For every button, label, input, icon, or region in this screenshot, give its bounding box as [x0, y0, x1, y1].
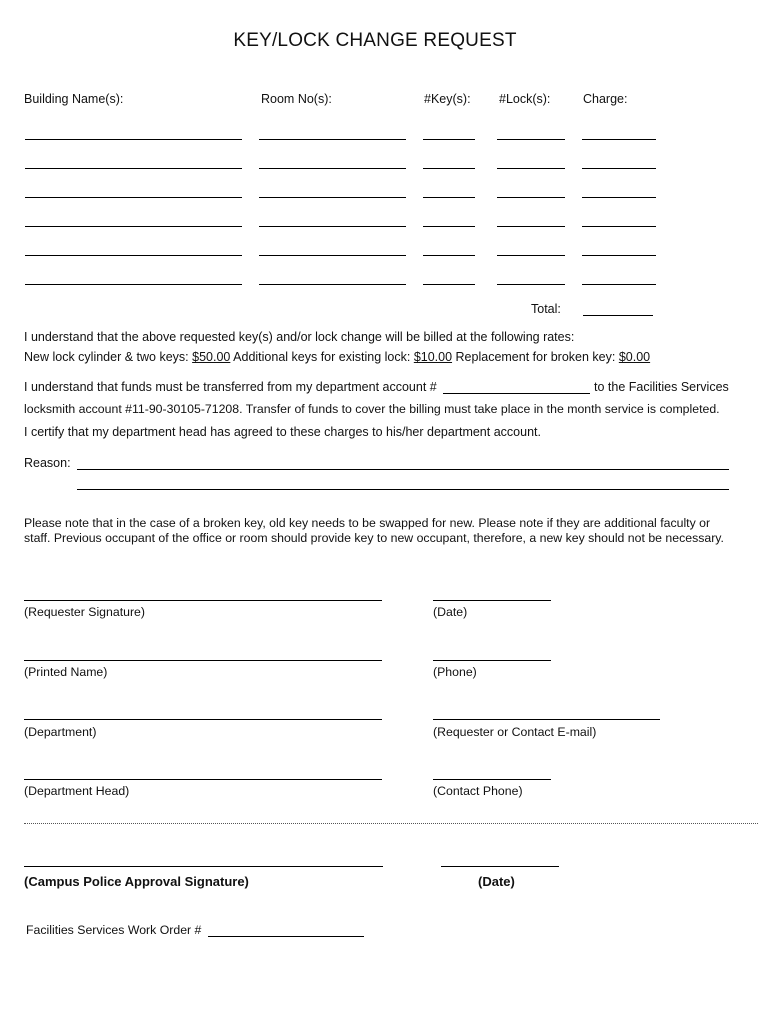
billing-rates [24, 350, 650, 364]
new-lock-label: New lock cylinder & two keys: [24, 350, 189, 364]
additional-keys-price: $10.00 [413, 350, 453, 364]
requester-signature-label: (Requester Signature) [24, 605, 145, 619]
room-field-row-5[interactable] [259, 255, 406, 256]
header-charge: Charge: [583, 92, 628, 106]
form-title: KEY/LOCK CHANGE REQUEST [233, 30, 517, 51]
room-field-row-6[interactable] [259, 284, 406, 285]
charge-field-row-6[interactable] [582, 284, 656, 285]
keys-field-row-3[interactable] [423, 197, 475, 198]
locks-field-row-2[interactable] [497, 168, 565, 169]
email-field[interactable] [433, 719, 660, 720]
police-signature-field[interactable] [24, 866, 383, 867]
additional-keys-label: Additional keys for existing lock: [233, 350, 411, 364]
reason-field-line-1[interactable] [77, 469, 729, 470]
broken-key-notice: Please note that in the case of a broken key, old key needs to be swapped for new. Please note if they are additional faculty or staff. Previous occupant of the office or room should provide key to new occupant, therefore, a new key should not be necessary. [24, 516, 724, 545]
reason-label: Reason: [24, 456, 71, 470]
date-label: (Date) [433, 605, 468, 619]
department-account-field[interactable] [443, 393, 590, 394]
reason-field-line-2[interactable] [77, 489, 729, 490]
building-field-row-5[interactable] [25, 255, 242, 256]
billing-intro: I understand that the above requested key(s) and/or lock change will be billed at the following rates: [24, 330, 575, 344]
police-signature-label: (Campus Police Approval Signature) [24, 874, 249, 889]
transfer-line-1-start: I understand that funds must be transferred from my department account # [24, 380, 437, 394]
header-keys: #Key(s): [424, 92, 471, 106]
contact-phone-label: (Contact Phone) [433, 784, 523, 798]
transfer-line-3: I certify that my department head has agreed to these charges to his/her department account. [24, 425, 541, 439]
room-field-row-4[interactable] [259, 226, 406, 227]
keys-field-row-4[interactable] [423, 226, 475, 227]
replacement-label: Replacement for broken key: [455, 350, 616, 364]
police-date-field[interactable] [441, 866, 559, 867]
charge-field-row-2[interactable] [582, 168, 656, 169]
building-field-row-4[interactable] [25, 226, 242, 227]
transfer-line-2: locksmith account #11-90-30105-71208. Transfer of funds to cover the billing must take place in the month service is completed. [24, 402, 720, 416]
police-date-label: (Date) [478, 874, 515, 889]
phone-label: (Phone) [433, 665, 477, 679]
new-lock-price: $50.00 [192, 350, 231, 364]
phone-field[interactable] [433, 660, 551, 661]
department-label: (Department) [24, 725, 97, 739]
building-field-row-1[interactable] [25, 139, 242, 140]
room-field-row-2[interactable] [259, 168, 406, 169]
replacement-price: $0.00 [618, 350, 651, 364]
locks-field-row-1[interactable] [497, 139, 565, 140]
work-order-label: Facilities Services Work Order # [26, 923, 202, 937]
keys-field-row-5[interactable] [423, 255, 475, 256]
locks-field-row-6[interactable] [497, 284, 565, 285]
total-label: Total: [531, 302, 561, 316]
department-field[interactable] [24, 719, 382, 720]
building-field-row-2[interactable] [25, 168, 242, 169]
locks-field-row-4[interactable] [497, 226, 565, 227]
charge-field-row-1[interactable] [582, 139, 656, 140]
building-field-row-3[interactable] [25, 197, 242, 198]
keys-field-row-6[interactable] [423, 284, 475, 285]
charge-field-row-3[interactable] [582, 197, 656, 198]
total-field[interactable] [583, 315, 653, 316]
building-field-row-6[interactable] [25, 284, 242, 285]
department-head-label: (Department Head) [24, 784, 130, 798]
requester-signature-field[interactable] [24, 600, 382, 601]
room-field-row-3[interactable] [259, 197, 406, 198]
email-label: (Requester or Contact E-mail) [433, 725, 597, 739]
charge-field-row-4[interactable] [582, 226, 656, 227]
charge-field-row-5[interactable] [582, 255, 656, 256]
locks-field-row-3[interactable] [497, 197, 565, 198]
room-field-row-1[interactable] [259, 139, 406, 140]
contact-phone-field[interactable] [433, 779, 551, 780]
header-locks: #Lock(s): [499, 92, 551, 106]
keys-field-row-2[interactable] [423, 168, 475, 169]
transfer-line-1-end: to the Facilities Services [594, 380, 729, 394]
keys-field-row-1[interactable] [423, 139, 475, 140]
work-order-field[interactable] [208, 936, 364, 937]
locks-field-row-5[interactable] [497, 255, 565, 256]
header-room: Room No(s): [261, 92, 332, 106]
header-building: Building Name(s): [24, 92, 124, 106]
printed-name-field[interactable] [24, 660, 382, 661]
date-field[interactable] [433, 600, 551, 601]
section-divider [24, 823, 758, 824]
department-head-field[interactable] [24, 779, 382, 780]
printed-name-label: (Printed Name) [24, 665, 108, 679]
